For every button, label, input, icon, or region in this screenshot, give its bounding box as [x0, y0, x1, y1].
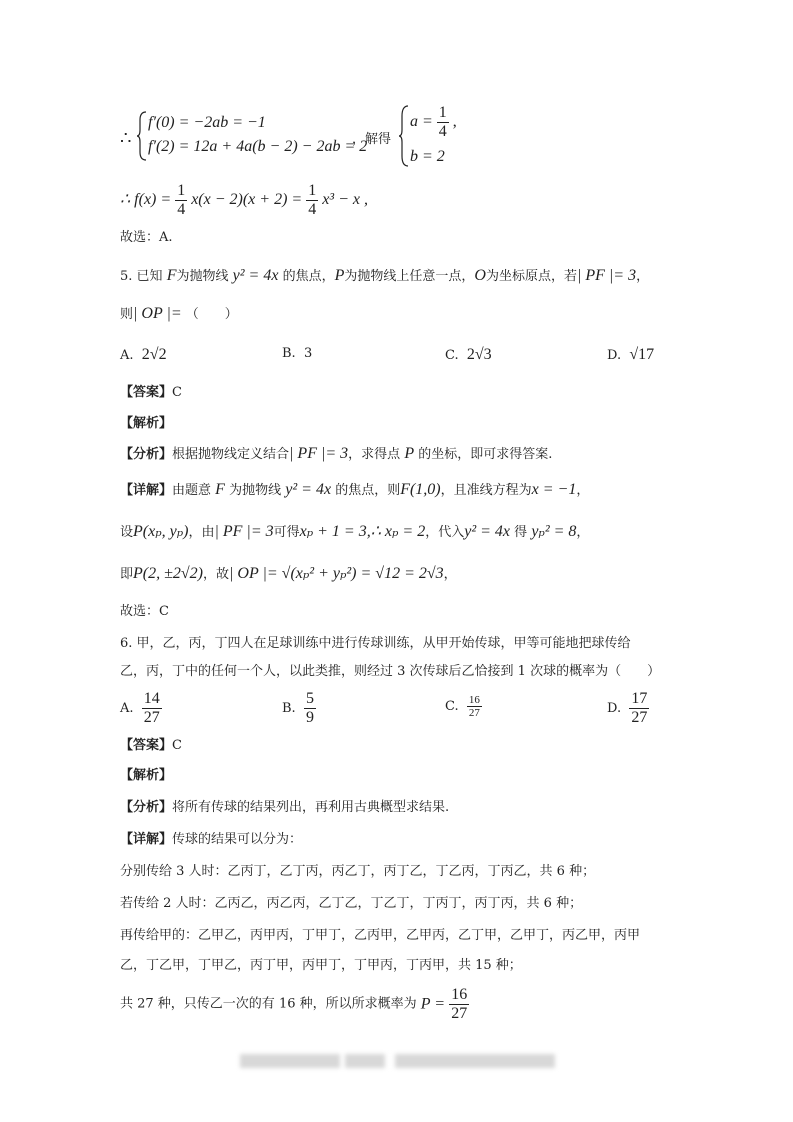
fx-line: ∴ f(x) = $\frac{1}{4}$ x(x − 2)(x + 2) = $\frac{1}{4}$ x³ − x , [120, 182, 368, 218]
q6-xiangjie: 【详解】传球的结果可以分为： [120, 832, 303, 847]
q5-xiangjie-2: 设P(xₚ, yₚ)，由| PF |= 3可得xₚ + 1 = 3,∴ xₚ = 2，代入y² = 4x 得 yₚ² = 8， [120, 523, 590, 540]
q6-option-a: A. $\frac{14}{27}$ [120, 690, 160, 726]
equation-2: f′(2) = 12a + 4a(b − 2) − 2ab = 2 [148, 138, 368, 155]
q6-option-d: D. $\frac{17}{27}$ [607, 690, 648, 726]
q6-analysis-tag: 【解析】 [120, 768, 173, 783]
q6-line1: 6. 甲，乙，丙，丁四人在足球训练中进行传球训练，从甲开始传球，甲等可能地把球传给 [120, 636, 631, 651]
q6-fenxi: 【分析】将所有传球的结果列出，再利用古典概型求结果. [120, 800, 450, 815]
left-brace-2 [398, 104, 410, 168]
q5-option-c: C. 2√3 [445, 346, 492, 363]
solution-a: a = $\frac{1}{4}$ , [410, 104, 457, 140]
q6-answer: 【答案】C [120, 738, 182, 753]
top-choice: 故选：A. [120, 230, 173, 245]
q5-option-a: A. 2√2 [120, 346, 167, 363]
q5-xiangjie-1: 【详解】由题意 F 为抛物线 y² = 4x 的焦点，则F(1,0)，且准线方程为x = −1， [120, 481, 590, 498]
q5-option-b: B. 3 [282, 346, 313, 361]
q5-line2: 则| OP |= （ ） [120, 305, 238, 322]
top-therefore: ∴ [120, 128, 132, 148]
q6-list-2: 若传给 2 人时：乙丙乙，丙乙丙，乙丁乙，丁乙丁，丁丙丁，丙丁丙，共 6 种； [120, 896, 583, 911]
solve-label: ，解得 [352, 132, 392, 147]
q5-answer: 【答案】C [120, 385, 182, 400]
q5-option-d: D. √17 [607, 346, 655, 363]
q6-conclusion: 共 27 种，只传乙一次的有 16 种，所以所求概率为 P = $\frac{16}{27}$ [120, 986, 468, 1022]
q6-option-c: C. $\frac{16}{27}$ [445, 694, 480, 719]
solution-b: b = 2 [410, 148, 445, 165]
q6-line2: 乙，丙，丁中的任何一个人，以此类推，则经过 3 次传球后乙恰接到 1 次球的概率为（ ） [120, 664, 661, 679]
q5-choice: 故选：C [120, 604, 169, 619]
q6-list-1: 分别传给 3 人时：乙丙丁，乙丁丙，丙乙丁，丙丁乙，丁乙丙，丁丙乙，共 6 种； [120, 864, 596, 879]
q6-list-3: 再传给甲的：乙甲乙，丙甲丙，丁甲丁，乙丙甲，乙甲丙，乙丁甲，乙甲丁，丙乙甲，丙甲 [120, 928, 641, 943]
q6-option-b: B. $\frac{5}{9}$ [282, 690, 314, 726]
q5-analysis-tag: 【解析】 [120, 416, 173, 431]
q5-line1: 5. 已知 F为抛物线 y² = 4x 的焦点，P为抛物线上任意一点，O为坐标原点，若| PF |= 3， [120, 267, 650, 284]
q5-fenxi: 【分析】根据抛物线定义结合| PF |= 3，求得点 P 的坐标，即可求得答案. [120, 445, 553, 462]
equation-1: f′(0) = −2ab = −1 [148, 114, 266, 131]
q5-xiangjie-3: 即P(2, ±2√2)，故| OP |= √(xₚ² + yₚ²) = √12 = 2√3， [120, 565, 457, 582]
q6-list-4: 乙，丁乙甲，丁甲乙，丙丁甲，丙甲丁，丁甲丙，丁丙甲，共 15 种； [120, 958, 522, 973]
left-brace-1 [136, 110, 148, 162]
